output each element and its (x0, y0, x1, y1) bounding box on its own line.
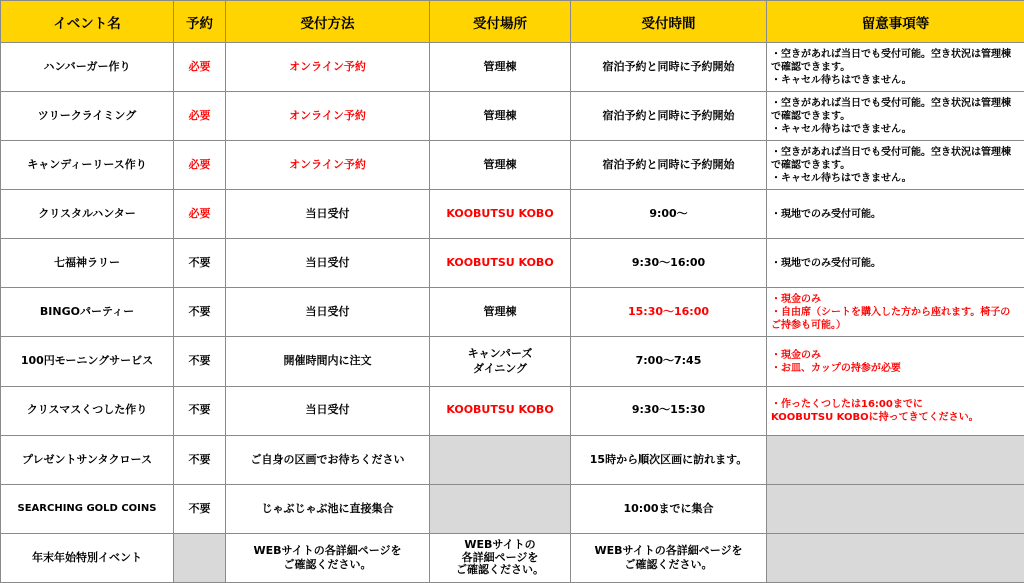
method-cell: ご自身の区画でお待ちください (226, 435, 430, 484)
notes-cell: ・空きがあれば当日でも受付可能。空き状況は管理棟で確認できます。 ・キャセル待ちはできません。 (767, 43, 1024, 92)
table-row (1, 435, 1024, 484)
notes-cell: ・作ったくつしたは16:00までに KOOBUTSU KOBOに持ってきてください。 (767, 386, 1024, 435)
method-cell: 開催時間内に注文 (226, 337, 430, 386)
table-row (1, 288, 1024, 337)
table-row (1, 141, 1024, 190)
header-notes: 留意事項等 (767, 1, 1024, 43)
header-time: 受付時間 (571, 1, 767, 43)
table-row (1, 386, 1024, 435)
header-reservation: 予約 (174, 1, 226, 43)
table-row (1, 190, 1024, 239)
reservation-cell: 不要 (174, 435, 226, 484)
place-cell: KOOBUTSU KOBO (430, 190, 571, 239)
place-cell-empty (430, 484, 571, 533)
notes-cell: ・現地でのみ受付可能。 (767, 190, 1024, 239)
event-name: プレゼントサンタクロース (1, 435, 174, 484)
method-cell: オンライン予約 (226, 141, 430, 190)
reservation-cell: 必要 (174, 190, 226, 239)
place-cell: 管理棟 (430, 92, 571, 141)
header-method: 受付方法 (226, 1, 430, 43)
time-cell: 宿泊予約と同時に予約開始 (571, 43, 767, 92)
table-row (1, 484, 1024, 533)
event-name: 年末年始特別イベント (1, 533, 174, 582)
place-cell: 管理棟 (430, 43, 571, 92)
time-cell: 9:00〜 (571, 190, 767, 239)
notes-cell: ・現金のみ ・自由席（シートを購入した方から座れます。椅子のご持参も可能。） (767, 288, 1024, 337)
place-cell: KOOBUTSU KOBO (430, 386, 571, 435)
table-row (1, 92, 1024, 141)
notes-cell-empty (767, 435, 1024, 484)
event-name: ツリークライミング (1, 92, 174, 141)
table-row (1, 337, 1024, 386)
time-cell: 15:30〜16:00 (571, 288, 767, 337)
reservation-cell-empty (174, 533, 226, 582)
time-cell: WEBサイトの各詳細ページを ご確認ください。 (571, 533, 767, 582)
place-cell: 管理棟 (430, 288, 571, 337)
reservation-cell: 不要 (174, 288, 226, 337)
method-cell: WEBサイトの各詳細ページを ご確認ください。 (226, 533, 430, 582)
reservation-cell: 必要 (174, 141, 226, 190)
event-name: ハンバーガー作り (1, 43, 174, 92)
event-name: クリスタルハンター (1, 190, 174, 239)
time-cell: 10:00までに集合 (571, 484, 767, 533)
place-cell: キャンパーズ ダイニング (430, 337, 571, 386)
time-cell: 7:00〜7:45 (571, 337, 767, 386)
reservation-cell: 不要 (174, 239, 226, 288)
notes-cell: ・空きがあれば当日でも受付可能。空き状況は管理棟で確認できます。 ・キャセル待ちはできません。 (767, 92, 1024, 141)
header-place: 受付場所 (430, 1, 571, 43)
notes-cell: ・現金のみ ・お皿、カップの持参が必要 (767, 337, 1024, 386)
event-name: SEARCHING GOLD COINS (1, 484, 174, 533)
method-cell: 当日受付 (226, 190, 430, 239)
time-cell: 宿泊予約と同時に予約開始 (571, 141, 767, 190)
notes-cell-empty (767, 533, 1024, 582)
place-cell: WEBサイトの 各詳細ページを ご確認ください。 (430, 533, 571, 582)
time-cell: 15時から順次区画に訪れます。 (571, 435, 767, 484)
place-cell: 管理棟 (430, 141, 571, 190)
reservation-cell: 不要 (174, 337, 226, 386)
reservation-cell: 必要 (174, 43, 226, 92)
method-cell: オンライン予約 (226, 43, 430, 92)
time-cell: 9:30〜15:30 (571, 386, 767, 435)
place-cell-empty (430, 435, 571, 484)
method-cell: じゃぶじゃぶ池に直接集合 (226, 484, 430, 533)
notes-cell-empty (767, 484, 1024, 533)
header-row (1, 1, 1024, 43)
place-cell: KOOBUTSU KOBO (430, 239, 571, 288)
reservation-cell: 不要 (174, 484, 226, 533)
table-row (1, 43, 1024, 92)
method-cell: オンライン予約 (226, 92, 430, 141)
method-cell: 当日受付 (226, 386, 430, 435)
event-name: クリスマスくつした作り (1, 386, 174, 435)
method-cell: 当日受付 (226, 288, 430, 337)
method-cell: 当日受付 (226, 239, 430, 288)
event-name: 100円モーニングサービス (1, 337, 174, 386)
event-name: キャンディーリース作り (1, 141, 174, 190)
table-row (1, 239, 1024, 288)
event-name: 七福神ラリー (1, 239, 174, 288)
notes-cell: ・空きがあれば当日でも受付可能。空き状況は管理棟で確認できます。 ・キャセル待ちはできません。 (767, 141, 1024, 190)
header-event-name: イベント名 (1, 1, 174, 43)
time-cell: 9:30〜16:00 (571, 239, 767, 288)
reservation-cell: 不要 (174, 386, 226, 435)
notes-cell: ・現地でのみ受付可能。 (767, 239, 1024, 288)
time-cell: 宿泊予約と同時に予約開始 (571, 92, 767, 141)
reservation-cell: 必要 (174, 92, 226, 141)
table-row (1, 533, 1024, 582)
event-name: BINGOパーティー (1, 288, 174, 337)
